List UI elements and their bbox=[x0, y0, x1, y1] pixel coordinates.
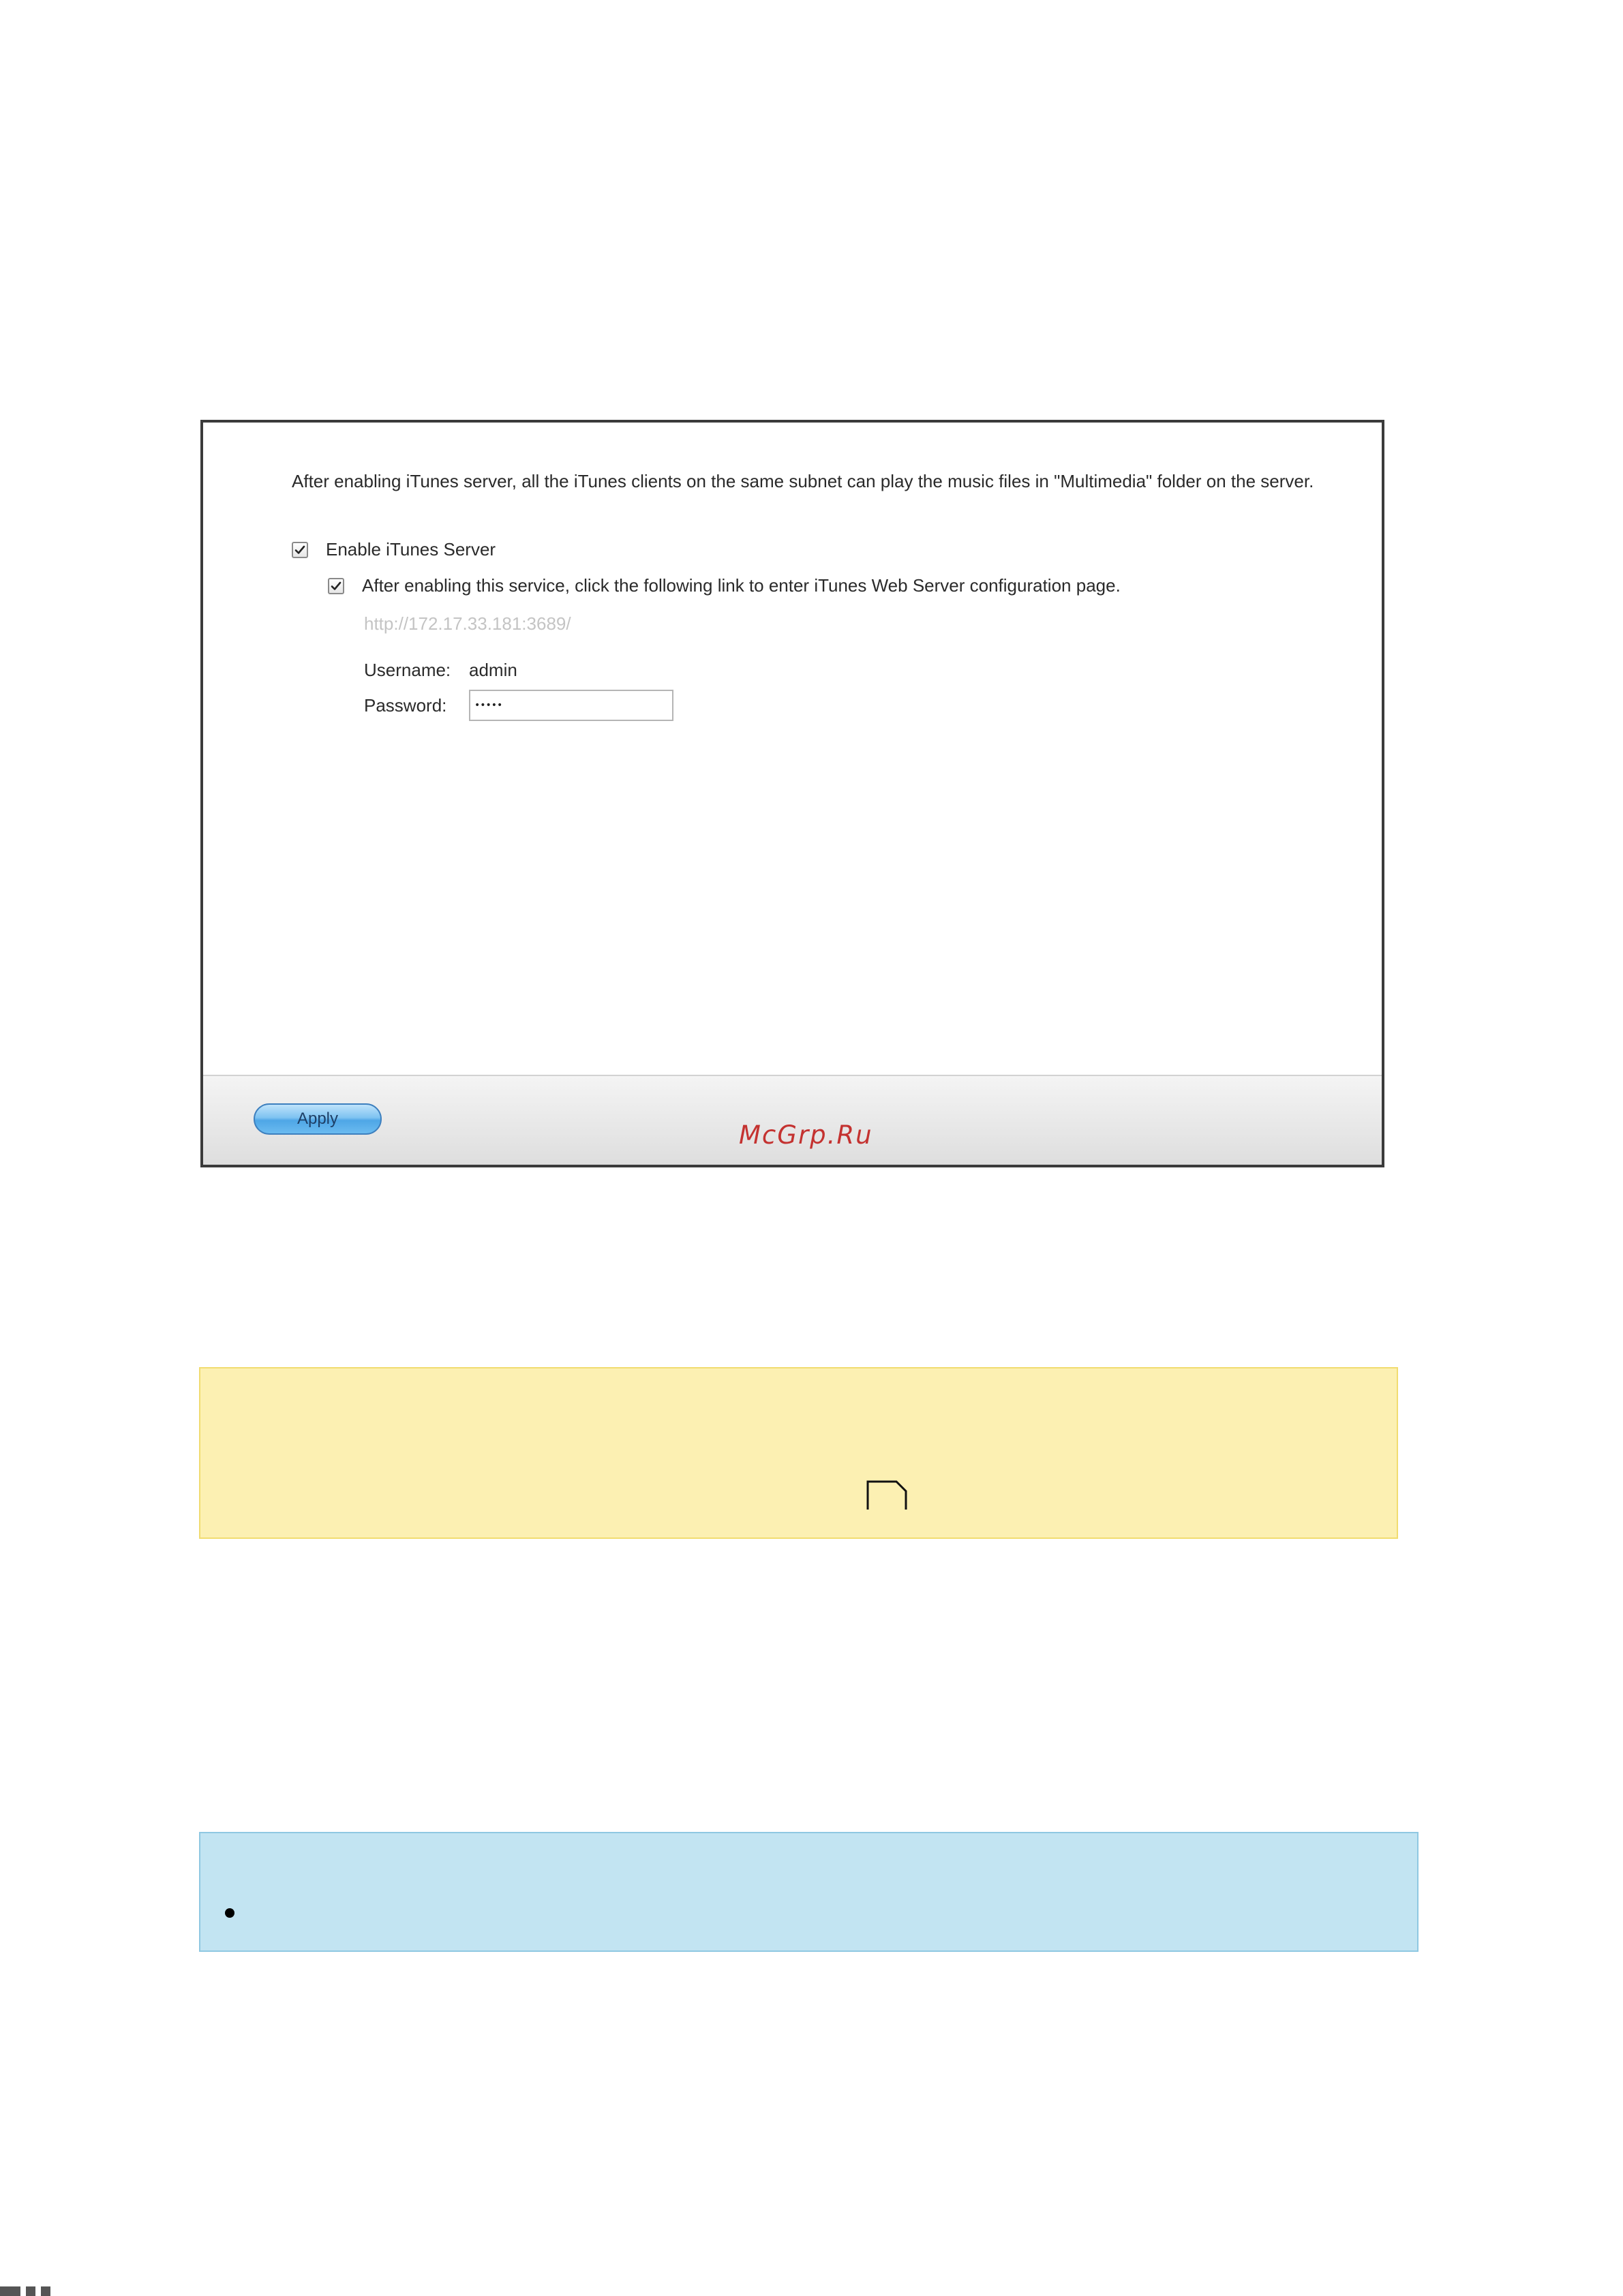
username-row bbox=[364, 660, 517, 681]
intro-text: After enabling iTunes server, all the iTunes clients on the same subnet can play the music files in "Multimedia" folder on the server. bbox=[292, 471, 1314, 491]
checkmark-icon bbox=[331, 581, 342, 592]
apply-button[interactable]: Apply bbox=[254, 1103, 382, 1135]
checkmark-icon bbox=[294, 545, 305, 555]
panel-body bbox=[203, 423, 1382, 1079]
page-corner-icon bbox=[866, 1480, 907, 1510]
note-box bbox=[199, 1367, 1398, 1539]
username-label: Username: bbox=[364, 660, 451, 680]
panel-footer bbox=[203, 1075, 1382, 1165]
enable-itunes-label: Enable iTunes Server bbox=[326, 539, 496, 560]
tip-box bbox=[199, 1832, 1419, 1952]
itunes-settings-panel bbox=[200, 420, 1384, 1167]
web-config-row bbox=[328, 575, 1121, 596]
password-field[interactable] bbox=[469, 690, 673, 721]
web-config-checkbox[interactable] bbox=[328, 578, 344, 594]
watermark: McGrp.Ru bbox=[739, 1120, 873, 1150]
password-row bbox=[364, 690, 673, 721]
username-value: admin bbox=[469, 660, 517, 680]
page-corner-mark bbox=[0, 2286, 50, 2296]
web-config-label: After enabling this service, click the following link to enter iTunes Web Server configuration page. bbox=[362, 575, 1121, 596]
password-label: Password: bbox=[364, 694, 447, 716]
bullet-icon bbox=[225, 1908, 234, 1918]
enable-itunes-checkbox[interactable] bbox=[292, 542, 308, 558]
itunes-config-link[interactable]: http://172.17.33.181:3689/ bbox=[364, 613, 571, 634]
enable-itunes-row bbox=[292, 539, 496, 560]
